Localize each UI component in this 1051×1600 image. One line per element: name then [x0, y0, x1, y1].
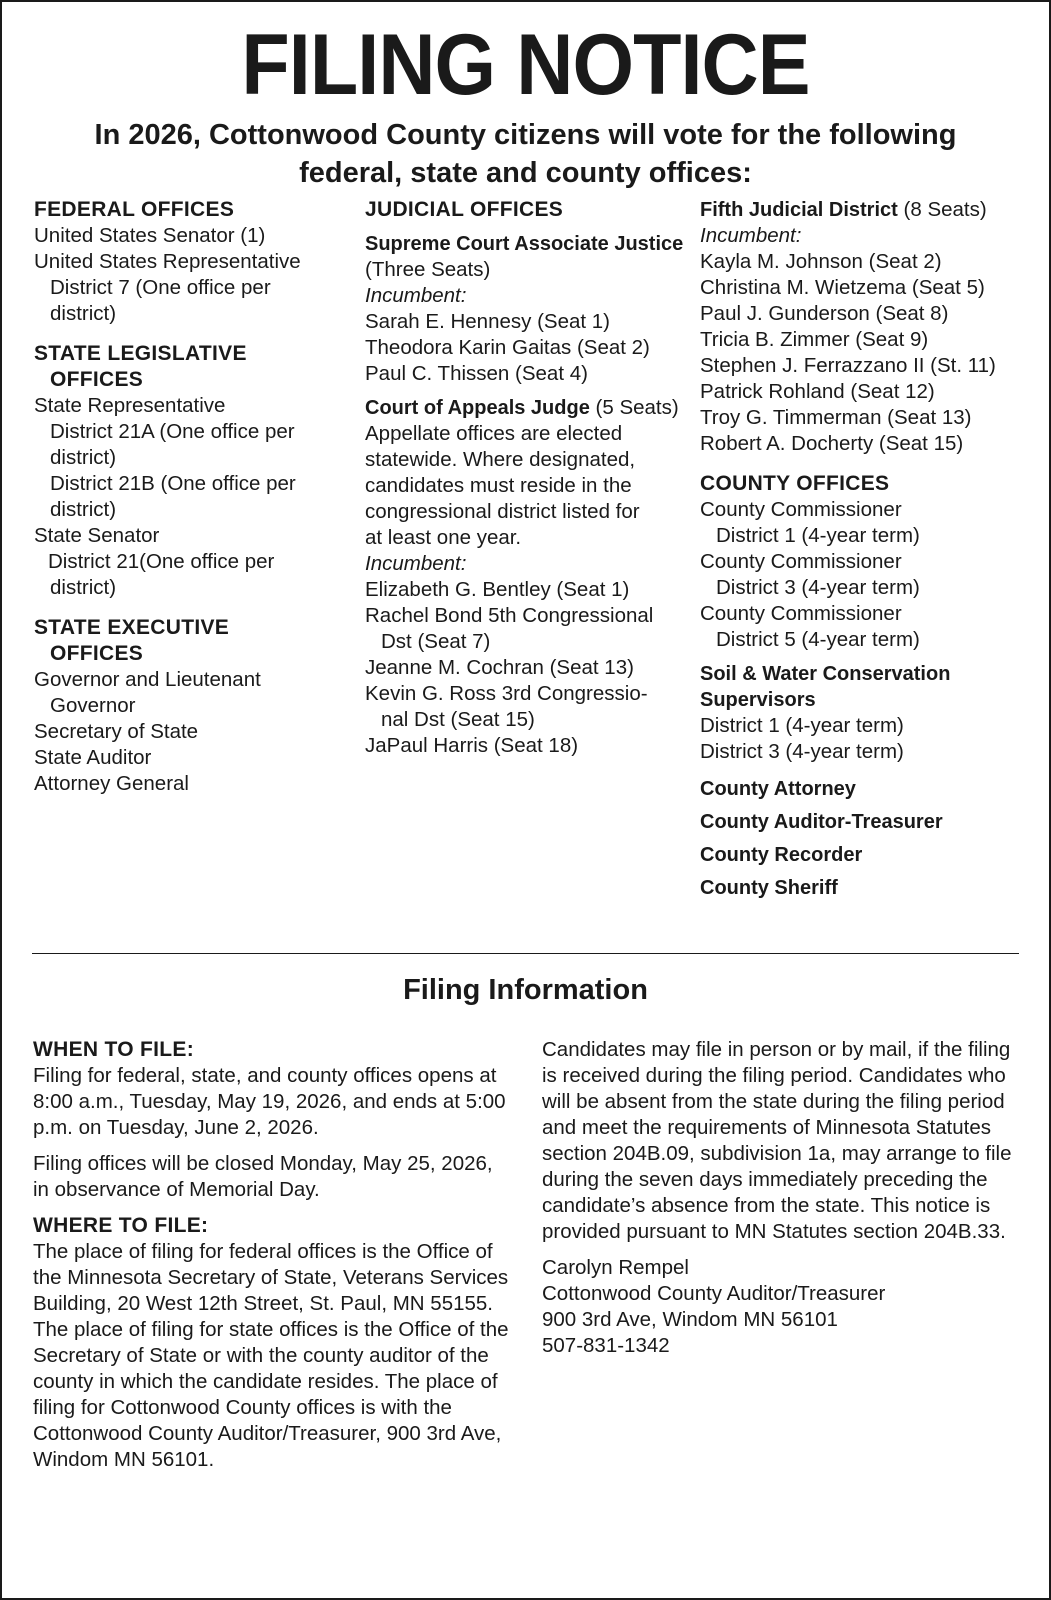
- state-legislative-line: District 21(One office per: [48, 550, 275, 573]
- incumbent-line: Tricia B. Zimmer (Seat 9): [700, 328, 929, 351]
- county-office: County Auditor-Treasurer: [700, 811, 943, 833]
- mail-text: Candidates may file in person or by mail, if the filing is received during the filing period. Candidates who will be absent from the state during the filing period and meet the requirements of Minnesota Statutes section 204B.09, subdivision 1a, may arrange to file during the seven days immediately preceding the candidate’s absence from the state. This notice is provided pursuant to MN Statutes section 204B.33.: [542, 1038, 1012, 1243]
- section-divider: [32, 953, 1019, 954]
- soil-water-title: Supervisors: [700, 689, 816, 711]
- state-legislative-line: State Senator: [34, 524, 160, 547]
- judicial-heading: JUDICIAL OFFICES: [365, 198, 564, 221]
- page-subtitle: In 2026, Cottonwood County citizens will vote for the following federal, state and county offices:: [94, 119, 957, 189]
- state-executive-line: State Auditor: [34, 746, 152, 769]
- fifth-district-title: Fifth Judicial District: [700, 199, 898, 221]
- where-heading: WHERE TO FILE:: [33, 1214, 209, 1237]
- state-executive-heading: STATE EXECUTIVE: [34, 616, 230, 639]
- federal-line: district): [50, 302, 117, 325]
- county-heading: COUNTY OFFICES: [700, 472, 890, 495]
- state-executive-line: Secretary of State: [34, 720, 199, 743]
- incumbent-line: JaPaul Harris (Seat 18): [365, 734, 579, 757]
- closed-text: Filing offices will be closed Monday, May 25, 2026, in observance of Memorial Day.: [33, 1152, 493, 1201]
- incumbent-line: Troy G. Timmerman (Seat 13): [700, 406, 972, 429]
- incumbent-line: Christina M. Wietzema (Seat 5): [700, 276, 985, 299]
- supreme-court-seats: (Three Seats): [365, 258, 491, 281]
- appeals-title: Court of Appeals Judge: [365, 397, 590, 419]
- soil-water-line: District 3 (4-year term): [700, 740, 904, 763]
- county-office: County Recorder: [700, 844, 863, 866]
- state-executive-line: Governor and Lieutenant: [34, 668, 261, 691]
- contact-phone: 507-831-1342: [542, 1334, 670, 1357]
- federal-line: District 7 (One office per: [50, 276, 271, 299]
- county-line: County Commissioner: [700, 498, 902, 521]
- federal-heading: FEDERAL OFFICES: [34, 198, 235, 221]
- incumbent-line: Robert A. Docherty (Seat 15): [700, 432, 964, 455]
- fifth-district-seats: (8 Seats): [903, 198, 987, 221]
- state-executive-line: Governor: [50, 694, 136, 717]
- incumbent-line: Stephen J. Ferrazzano II (St. 11): [700, 354, 996, 377]
- county-line: District 3 (4-year term): [716, 576, 920, 599]
- federal-line: United States Senator (1): [34, 224, 266, 247]
- county-line: County Commissioner: [700, 602, 902, 625]
- county-line: District 1 (4-year term): [716, 524, 920, 547]
- state-executive-line: Attorney General: [34, 772, 189, 795]
- offices-columns: [34, 197, 1029, 927]
- incumbent-line: Paul C. Thissen (Seat 4): [365, 362, 588, 385]
- contact-title: Cottonwood County Auditor/Treasurer: [542, 1282, 886, 1305]
- incumbent-line: Dst (Seat 7): [381, 630, 491, 653]
- county-line: District 5 (4-year term): [716, 628, 920, 651]
- column-judicial: [365, 197, 684, 759]
- contact-name: Carolyn Rempel: [542, 1256, 689, 1279]
- federal-line: United States Representative: [34, 250, 301, 273]
- incumbent-line: Kevin G. Ross 3rd Congressio-: [365, 682, 648, 705]
- incumbent-line: Patrick Rohland (Seat 12): [700, 380, 935, 403]
- incumbent-line: Theodora Karin Gaitas (Seat 2): [365, 336, 650, 359]
- state-legislative-line: district): [50, 446, 117, 469]
- column-district-county: [700, 197, 1040, 905]
- state-legislative-line: District 21B (One office per: [50, 472, 296, 495]
- appeals-description-line: Appellate offices are elected: [365, 422, 623, 445]
- supreme-court-title: Supreme Court Associate Justice: [365, 233, 684, 255]
- appeals-seats: (5 Seats): [595, 396, 679, 419]
- filing-info-right: [542, 1037, 1027, 1359]
- incumbent-line: Elizabeth G. Bentley (Seat 1): [365, 578, 630, 601]
- filing-info-title: Filing Information: [403, 974, 648, 1006]
- fifth-district-heading-line: [700, 197, 1040, 223]
- contact-address: 900 3rd Ave, Windom MN 56101: [542, 1308, 838, 1331]
- state-legislative-heading: OFFICES: [50, 368, 144, 391]
- state-legislative-line: District 21A (One office per: [50, 420, 295, 443]
- incumbent-label: Incumbent:: [365, 552, 467, 575]
- when-heading: WHEN TO FILE:: [33, 1038, 194, 1061]
- appeals-description-line: at least one year.: [365, 526, 522, 549]
- appeals-heading-line: [365, 395, 680, 421]
- soil-water-title: Soil & Water Conservation: [700, 663, 951, 685]
- incumbent-label: Incumbent:: [700, 224, 802, 247]
- incumbent-line: Rachel Bond 5th Congressional: [365, 604, 654, 627]
- state-legislative-line: district): [50, 576, 117, 599]
- incumbent-label: Incumbent:: [365, 284, 467, 307]
- incumbent-line: Paul J. Gunderson (Seat 8): [700, 302, 949, 325]
- incumbent-line: Jeanne M. Cochran (Seat 13): [365, 656, 634, 679]
- county-office: County Sheriff: [700, 877, 838, 899]
- appeals-description-line: congressional district listed for: [365, 500, 640, 523]
- incumbent-line: Sarah E. Hennesy (Seat 1): [365, 310, 610, 333]
- where-text: The place of filing for federal offices is the Office of the Minnesota Secretary of State, Veterans Services Building, 20 West 12th Street, St. Paul, MN 55155. The place of filing for state offices is the Office of the Secretary of State or with the county auditor of the county in which the candidate resides. The place of filing for Cottonwood County offices is with the Cottonwood County Auditor/Treasurer, 900 3rd Ave, Windom MN 56101.: [33, 1240, 509, 1471]
- column-state-federal: [34, 197, 344, 797]
- soil-water-line: District 1 (4-year term): [700, 714, 904, 737]
- county-line: County Commissioner: [700, 550, 902, 573]
- county-office: County Attorney: [700, 778, 856, 800]
- state-legislative-heading: STATE LEGISLATIVE: [34, 342, 247, 365]
- page-title: FILING NOTICE: [241, 17, 810, 113]
- incumbent-line: Kayla M. Johnson (Seat 2): [700, 250, 942, 273]
- state-executive-heading: OFFICES: [50, 642, 144, 665]
- incumbent-line: nal Dst (Seat 15): [381, 708, 535, 731]
- state-legislative-line: district): [50, 498, 117, 521]
- appeals-description-line: statewide. Where designated,: [365, 448, 636, 471]
- appeals-description-line: candidates must reside in the: [365, 474, 632, 497]
- state-legislative-line: State Representative: [34, 394, 226, 417]
- when-text: Filing for federal, state, and county offices opens at 8:00 a.m., Tuesday, May 19, 2026, and ends at 5:00 p.m. on Tuesday, June 2, 2026.: [33, 1064, 506, 1139]
- filing-info-left: [33, 1037, 513, 1483]
